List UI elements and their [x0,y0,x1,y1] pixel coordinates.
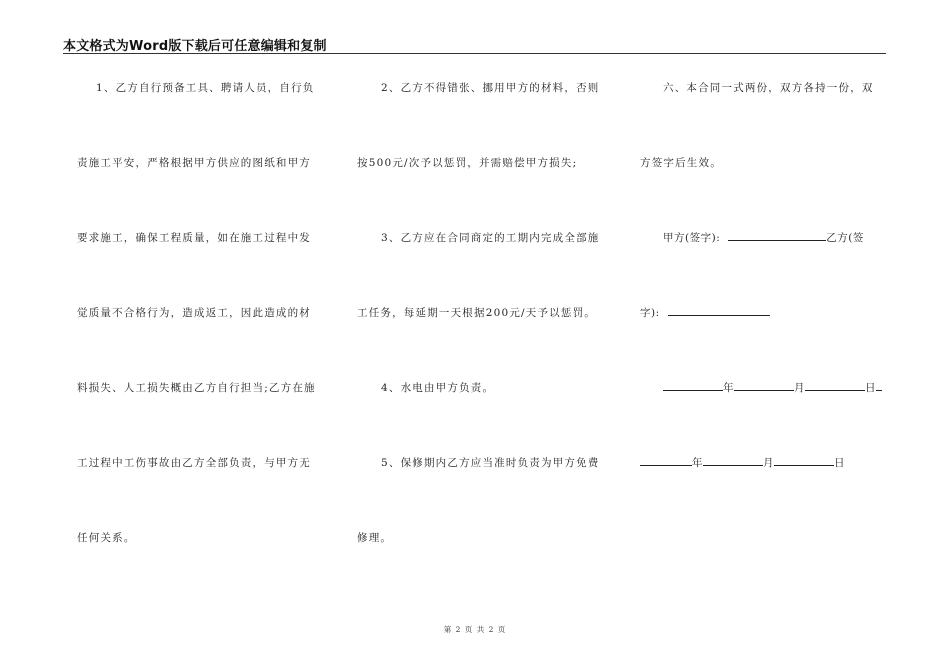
col2-line-4: 工任务，每延期一天根据200元/天予以惩罚。 [357,307,596,319]
date2-month-blank [703,456,763,466]
date2-day-label: 日 [834,457,845,469]
date2-year-label: 年 [692,457,703,469]
date1-year-blank [663,381,723,391]
signature-line-party-b-cont [640,305,770,320]
date1-trailing-blank [876,381,882,391]
col2-line-5: 4、水电由甲方负责。 [381,382,495,394]
header-title: 本文格式为Word版下载后可任意编辑和复制 [63,39,327,54]
page-footer: 第 2 页 共 2 页 [443,625,507,634]
col2-line-1: 2、乙方不得错张、挪用甲方的材料，否则 [381,82,600,94]
date-line-1 [663,380,882,395]
date1-month-blank [734,381,794,391]
col2-line-3: 3、乙方应在合同商定的工期内完成全部施 [381,232,600,244]
date-line-2 [640,455,845,470]
col1-line-4: 觉质量不合格行为，造成返工，因此造成的材 [77,307,311,319]
col2-line-2: 按500元/次予以惩罚，并需赔偿甲方损失; [357,157,578,169]
party-b-sign-label-cont: 字): [640,307,660,319]
date2-month-label: 月 [763,457,774,469]
col2-line-6: 5、保修期内乙方应当准时负责为甲方免费 [381,457,600,469]
col1-line-3: 要求施工，确保工程质量，如在施工过程中发 [77,232,311,244]
date1-day-blank [805,381,865,391]
signature-line-parties [663,230,864,245]
col1-line-2: 责施工平安，严格根据甲方供应的图纸和甲方 [77,157,311,169]
party-b-sign-blank [668,306,770,316]
date2-day-blank [774,456,834,466]
col3-line-2: 方签字后生效。 [640,157,722,169]
col2-line-7: 修理。 [357,532,393,544]
col1-line-7: 任何关系。 [77,532,136,544]
col1-line-6: 工过程中工伤事故由乙方全部负责，与甲方无 [77,457,311,469]
col1-line-5: 料损失、人工损失概由乙方自行担当;乙方在施 [77,382,316,394]
date1-year-label: 年 [723,382,734,394]
col3-line-1: 六、本合同一式两份，双方各持一份，双 [663,82,874,94]
party-b-sign-label: 乙方(签 [826,232,864,244]
col1-line-1: 1、乙方自行预备工具、聘请人员，自行负 [96,82,315,94]
party-a-sign-blank [728,231,826,241]
party-a-sign-label: 甲方(签字): [663,232,721,244]
date2-year-blank [640,456,692,466]
date1-day-label: 日 [865,382,876,394]
date1-month-label: 月 [794,382,805,394]
page-header [63,35,886,54]
